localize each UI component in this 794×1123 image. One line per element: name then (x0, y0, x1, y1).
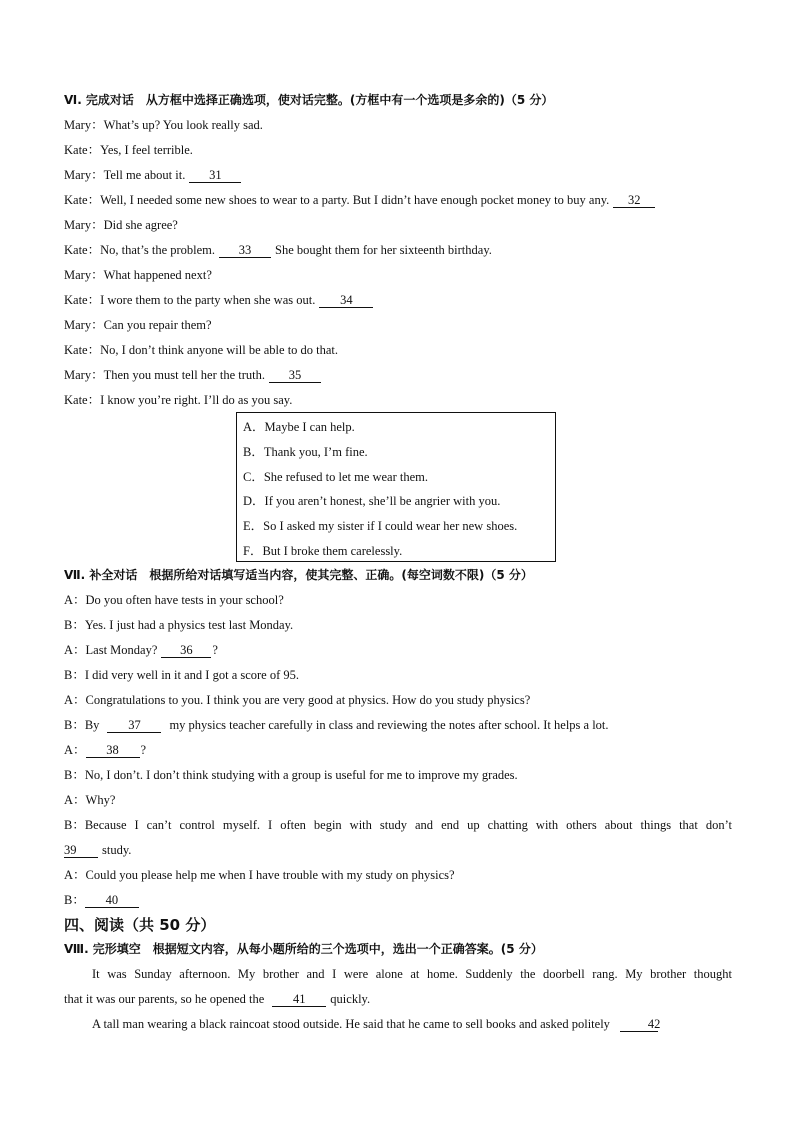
dialogue-line (64, 388, 732, 413)
answer-blank-35[interactable]: 35 (269, 368, 321, 383)
dialogue-text: Did she agree? (103, 218, 178, 232)
dialogue-text: No, I don’t. I don’t think studying with a group is useful for me to improve my grades. (84, 768, 518, 782)
answer-blank-34[interactable]: 34 (319, 293, 373, 308)
dialogue-text: Then you must tell her the truth. (103, 368, 266, 382)
dialogue-text: Yes. I just had a physics test last Monday. (84, 618, 294, 632)
dialogue-text: Can you repair them? (103, 318, 212, 332)
dialogue-line (64, 238, 732, 263)
dialogue-text-after: my physics teacher carefully in class and reviewing the notes after school. It helps a lot. (169, 718, 609, 732)
speaker-label: A： (64, 743, 86, 757)
answer-blank-31[interactable]: 31 (189, 168, 241, 183)
section-6-heading: Ⅵ. 完成对话 从方框中选择正确选项，使对话完整。(方框中有一个选项是多余的)（5 分） (64, 93, 554, 107)
speaker-label: B： (64, 718, 85, 732)
dialogue-line (64, 188, 732, 213)
dialogue-line (64, 738, 732, 763)
speaker-label: B： (64, 618, 85, 632)
section-7-dialogue (64, 588, 732, 913)
worksheet-page (64, 88, 732, 1037)
dialogue-text-after: ? (212, 643, 218, 657)
dialogue-line (64, 888, 732, 913)
dialogue-line (64, 288, 732, 313)
speaker-label: A： (64, 643, 86, 657)
answer-blank-37[interactable]: 37 (107, 718, 161, 733)
option-c: C．She refused to let me wear them. (243, 469, 429, 484)
passage-text: that it was our parents, so he opened the (64, 992, 265, 1006)
answer-blank-42[interactable]: 42 (620, 1017, 658, 1032)
dialogue-text-after: study. (102, 843, 132, 857)
answer-blank-39[interactable]: 39 (64, 843, 98, 858)
speaker-label: A： (64, 693, 86, 707)
dialogue-line (64, 863, 732, 888)
option-f: F．But I broke them carelessly. (243, 543, 403, 558)
answer-blank-33[interactable]: 33 (219, 243, 271, 258)
reading-section-title: 四、阅读（共 50 分） (64, 916, 216, 934)
option-d: D．If you aren’t honest, she’ll be angrier with you. (243, 494, 501, 509)
answer-blank-36[interactable]: 36 (161, 643, 211, 658)
dialogue-text: I know you’re right. I’ll do as you say. (100, 393, 293, 407)
section-8-heading: Ⅷ. 完形填空 根据短文内容，从每小题所给的三个选项中，选出一个正确答案。(5 分） (64, 942, 543, 956)
speaker-label: Mary： (64, 268, 104, 282)
speaker-label: B： (64, 818, 85, 832)
dialogue-text: Last Monday? (85, 643, 158, 657)
answer-blank-38[interactable]: 38 (86, 743, 140, 758)
passage-text: A tall man wearing a black raincoat stood outside. He said that he came to sell books and asked politely (92, 1017, 610, 1031)
dialogue-text: I did very well in it and I got a score of 95. (84, 668, 300, 682)
dialogue-line (64, 638, 732, 663)
dialogue-text: Well, I needed some new shoes to wear to a party. But I didn’t have enough pocket money to buy any. (100, 193, 610, 207)
speaker-label: Kate： (64, 193, 101, 207)
dialogue-line (64, 338, 732, 363)
cloze-passage (64, 962, 732, 1037)
section-7-heading: Ⅶ. 补全对话 根据所给对话填写适当内容，使其完整、正确。(每空词数不限)（5 分） (64, 568, 533, 582)
dialogue-text-after: She bought them for her sixteenth birthday. (275, 243, 492, 257)
speaker-label: Mary： (64, 118, 104, 132)
option-a: A．Maybe I can help. (243, 420, 355, 434)
speaker-label: A： (64, 793, 86, 807)
speaker-label: Kate： (64, 243, 101, 257)
speaker-label: Mary： (64, 218, 104, 232)
dialogue-text: Why? (85, 793, 116, 807)
dialogue-line (64, 813, 732, 838)
speaker-label: Kate： (64, 143, 101, 157)
dialogue-line (64, 788, 732, 813)
dialogue-text: Tell me about it. (103, 168, 186, 182)
section-6-dialogue (64, 113, 732, 413)
answer-blank-41[interactable]: 41 (272, 992, 326, 1007)
speaker-label: Mary： (64, 168, 104, 182)
dialogue-line-continued (64, 838, 732, 863)
passage-line (64, 987, 732, 1012)
speaker-label: A： (64, 593, 86, 607)
dialogue-line (64, 713, 732, 738)
option-e: E．So I asked my sister if I could wear her new shoes. (243, 519, 518, 534)
speaker-label: Kate： (64, 393, 101, 407)
dialogue-line (64, 588, 732, 613)
answer-blank-40[interactable]: 40 (85, 893, 139, 908)
speaker-label: Kate： (64, 293, 101, 307)
dialogue-line (64, 688, 732, 713)
dialogue-text: What’s up? You look really sad. (103, 118, 263, 132)
dialogue-line (64, 163, 732, 188)
dialogue-text: What happened next? (103, 268, 212, 282)
speaker-label: A： (64, 868, 86, 882)
dialogue-text: Congratulations to you. I think you are very good at physics. How do you study physics? (85, 693, 531, 707)
dialogue-text: Because I can’t control myself. I often begin with study and end up chatting with others about things that don’t (84, 818, 732, 832)
dialogue-text-after: ? (140, 743, 147, 757)
passage-line: It was Sunday afternoon. My brother and I were alone at home. Suddenly the doorbell rang. My brother thought (92, 967, 732, 981)
dialogue-line (64, 213, 732, 238)
dialogue-text: No, I don’t think anyone will be able to do that. (100, 343, 339, 357)
dialogue-line (64, 313, 732, 338)
answer-blank-32[interactable]: 32 (613, 193, 655, 208)
dialogue-text: Yes, I feel terrible. (100, 143, 193, 157)
dialogue-line (64, 263, 732, 288)
dialogue-text: I wore them to the party when she was out. (100, 293, 316, 307)
speaker-label: B： (64, 893, 85, 907)
passage-text-after: quickly. (330, 992, 371, 1006)
option-b: B．Thank you, I’m fine. (243, 444, 368, 459)
dialogue-line (64, 663, 732, 688)
speaker-label: Mary： (64, 368, 104, 382)
dialogue-line (64, 363, 732, 388)
dialogue-line (64, 113, 732, 138)
dialogue-text: Could you please help me when I have trouble with my study on physics? (85, 868, 455, 882)
options-box (236, 412, 556, 562)
dialogue-text: Do you often have tests in your school? (85, 593, 284, 607)
speaker-label: Mary： (64, 318, 104, 332)
dialogue-text: No, that’s the problem. (100, 243, 216, 257)
passage-line (64, 1012, 732, 1037)
dialogue-line (64, 138, 732, 163)
dialogue-line (64, 763, 732, 788)
dialogue-line (64, 613, 732, 638)
speaker-label: Kate： (64, 343, 101, 357)
speaker-label: B： (64, 668, 85, 682)
dialogue-text: By (84, 718, 100, 732)
speaker-label: B： (64, 768, 85, 782)
